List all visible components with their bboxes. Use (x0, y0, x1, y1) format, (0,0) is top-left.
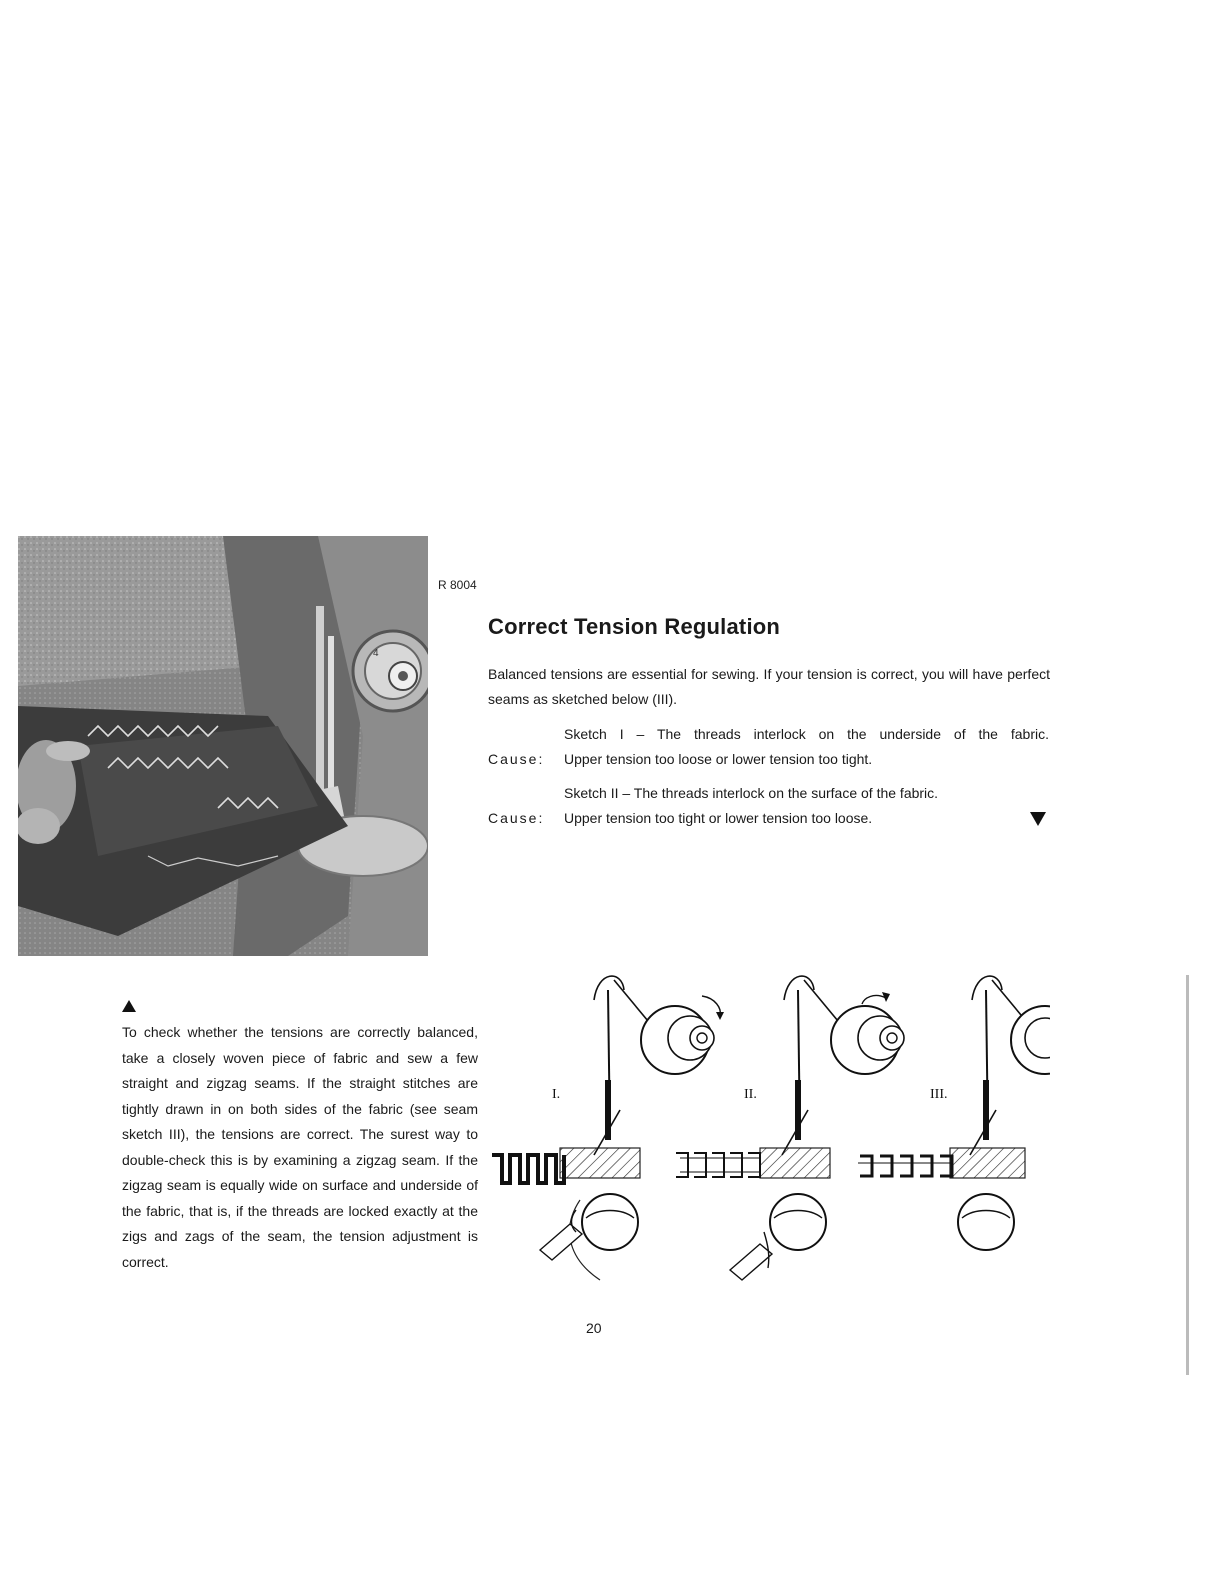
sewing-machine-photo (18, 536, 428, 956)
sketch-one-description: Sketch I – The threads interlock on the underside of the fabric. (564, 726, 1049, 742)
sketch-one-label: I. (552, 1087, 561, 1102)
sewing-machine-illustration (18, 536, 428, 956)
page-number: 20 (586, 1320, 602, 1336)
tension-sketches (490, 960, 1050, 1305)
check-paragraph: To check whether the tensions are correctly balanced, take a closely woven piece of fabric and sew a few straight and zigzag seams. If the straight stitches are tightly drawn in on both sides of the fabric (see seam sketch III), the tensions are correct. The surest way to double-check this is by examining a zigzag seam. If the zigzag seam is equally wide on surface and underside of the fabric, that is, if the threads are locked exactly at the zigs and zags of the seam, the tension adjustment is correct. (122, 1024, 478, 1270)
sketch-two-description: Sketch II – The threads interlock on the surface of the fabric. (564, 785, 939, 801)
sketch-three-label: III. (930, 1087, 948, 1102)
reference-up-arrow-icon (122, 1000, 136, 1012)
sketch-two-label: II. (744, 1087, 757, 1102)
sketch-one (492, 976, 724, 1280)
sketch-one-cause-label: Cause: (488, 751, 545, 767)
sketch-two-cause: Upper tension too tight or lower tension too loose. (564, 810, 873, 826)
sketch-two (676, 976, 904, 1280)
intro-paragraph: Balanced tensions are essential for sewing. If your tension is correct, you will have perfect seams as sketched below (III). (488, 666, 1050, 707)
dial-number: 4 (373, 648, 379, 659)
page-title: Correct Tension Regulation (488, 614, 781, 639)
continue-down-arrow-icon (1030, 812, 1046, 826)
sketch-two-cause-label: Cause: (488, 810, 545, 826)
sketch-one-cause: Upper tension too loose or lower tension too tight. (564, 751, 873, 767)
scan-edge-divider (1186, 975, 1189, 1375)
photo-reference: R 8004 (438, 578, 477, 592)
